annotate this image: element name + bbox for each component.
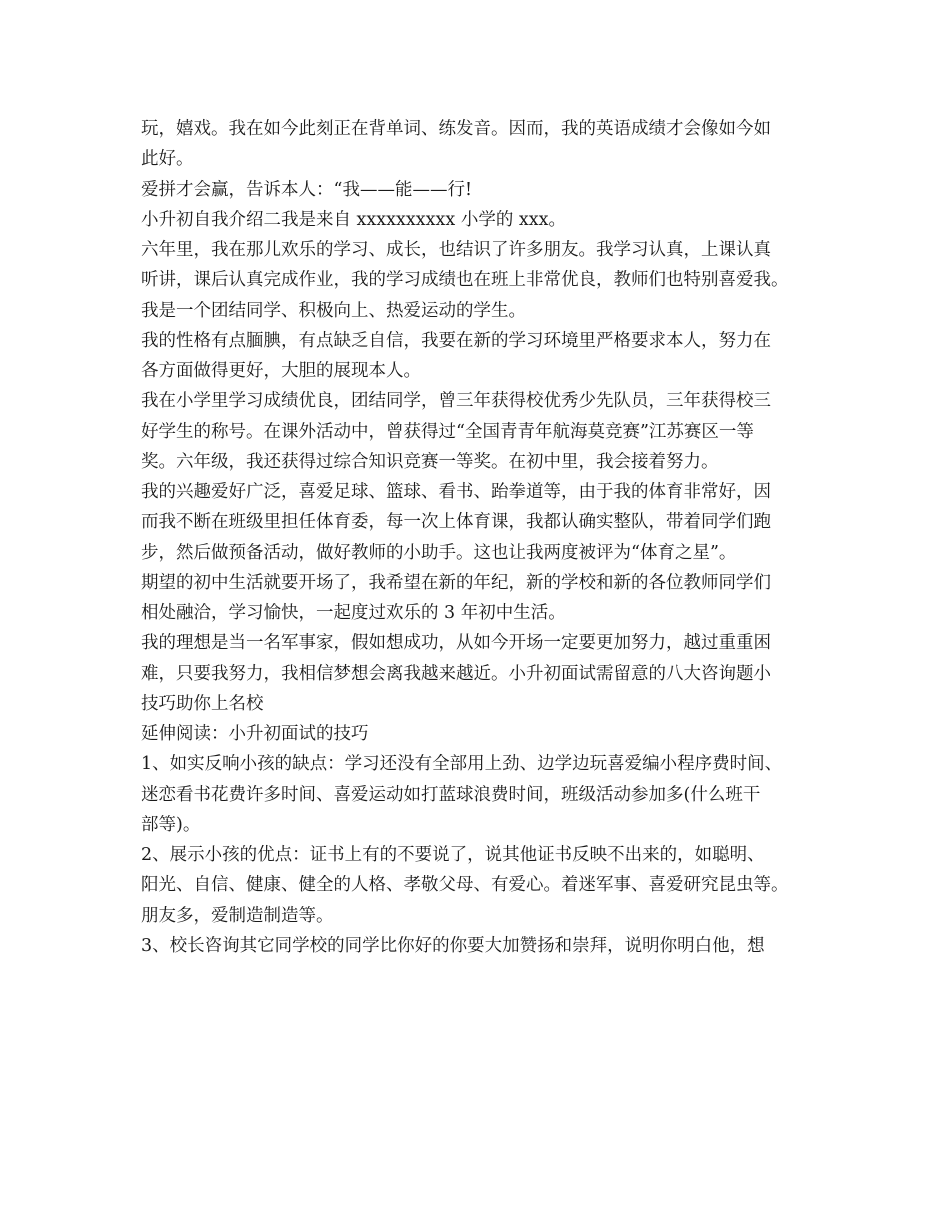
text-line: 奖。六年级，我还获得过综合知识竞赛一等奖。在初中里，我会接着努力。	[141, 451, 719, 472]
text-line: 此好。	[141, 149, 194, 170]
text-line: 我的性格有点腼腆，有点缺乏自信，我要在新的学习环境里严格要求本人，努力在	[141, 330, 771, 351]
text-line: 好学生的称号。在课外活动中，曾获得过“全国青青年航海莫竞赛”江苏赛区一等	[141, 421, 754, 442]
text-line: 我在小学里学习成绩优良，团结同学，曾三年获得校优秀少先队员，三年获得校三	[141, 391, 771, 412]
text-line: 朋友多，爱制造制造等。	[141, 905, 334, 926]
document-body	[141, 114, 831, 961]
text-line: 玩，嬉戏。我在如今此刻正在背单词、练发音。因而，我的英语成绩才会像如今如	[141, 119, 771, 139]
text-line: 相处融洽，学习愉快，一起度过欢乐的 3 年初中生活。	[141, 603, 566, 623]
text-line: 3、校长咨询其它同学校的同学比你好的你要大加赞扬和崇拜，说明你明白他，想	[141, 935, 765, 956]
text-line: 我是一个团结同学、积极向上、热爱运动的学生。	[141, 300, 526, 321]
text-line: 六年里，我在那儿欢乐的学习、成长，也结识了许多朋友。我学习认真，上课认真	[141, 240, 771, 260]
text-line: 步，然后做预备活动，做好教师的小助手。这也让我两度被评为“体育之星”。	[141, 542, 737, 563]
text-line: 爱拼才会赢，告诉本人：“我——能——行!	[141, 179, 472, 200]
text-line: 阳光、自信、健康、健全的人格、孝敬父母、有爱心。着迷军事、喜爱研究昆虫等。	[141, 875, 789, 896]
text-line: 小升初自我介绍二我是来自 xxxxxxxxxx 小学的 xxx。	[141, 209, 566, 230]
text-line: 延伸阅读：小升初面试的技巧	[141, 724, 369, 744]
text-line: 各方面做得更好，大胆的展现本人。	[141, 361, 421, 381]
text-line: 迷恋看书花费许多时间、喜爱运动如打蓝球浪费时间，班级活动参加多(什么班干	[141, 784, 761, 805]
text-line: 期望的初中生活就要开场了，我希望在新的年纪，新的学校和新的各位教师同学们	[141, 572, 771, 593]
text-line: 2、展示小孩的优点：证书上有的不要说了，说其他证书反映不出来的，如聪明、	[141, 845, 765, 865]
text-line: 技巧助你上名校	[141, 693, 264, 714]
text-line: 我的兴趣爱好广泛，喜爱足球、篮球、看书、跆拳道等，由于我的体育非常好，因	[141, 482, 771, 502]
text-line: 部等)。	[141, 814, 201, 835]
text-line: 而我不断在班级里担任体育委，每一次上体育课，我都认确实整队，带着同学们跑	[141, 512, 771, 533]
text-line: 听讲，课后认真完成作业，我的学习成绩也在班上非常优良，教师们也特别喜爱我。	[141, 270, 789, 291]
text-line: 难，只要我努力，我相信梦想会离我越来越近。小升初面试需留意的八大咨询题小	[141, 663, 771, 684]
text-line: 1、如实反响小孩的缺点：学习还没有全部用上劲、边学边玩喜爱编小程序费时间、	[141, 754, 783, 775]
text-line: 我的理想是当一名军事家，假如想成功，从如今开场一定要更加努力，越过重重困	[141, 633, 771, 654]
